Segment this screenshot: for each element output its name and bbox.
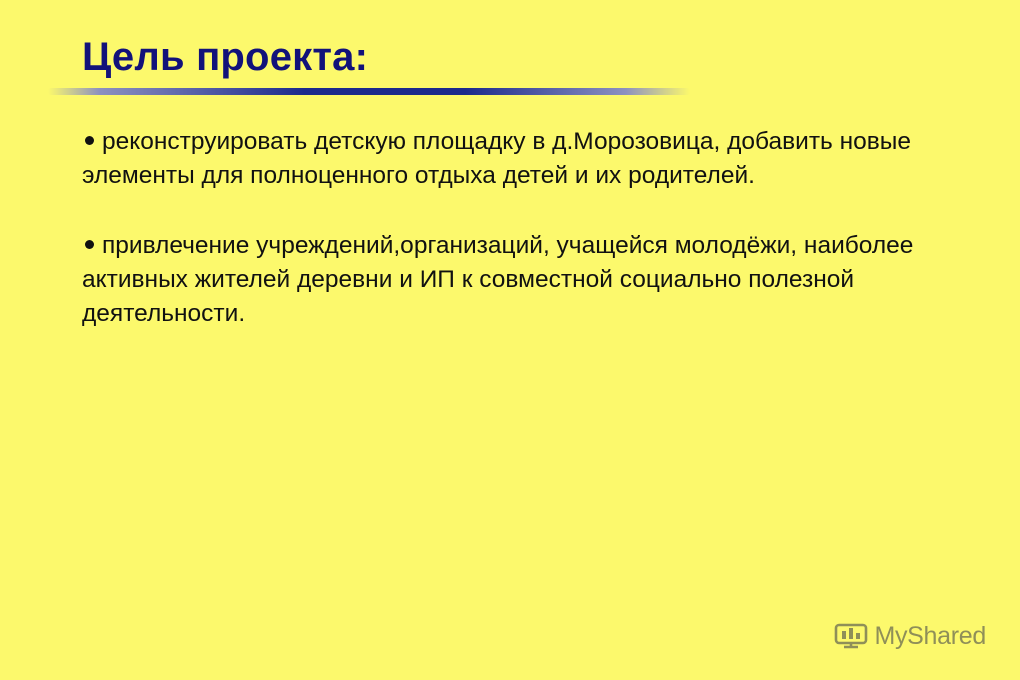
myshared-logo-icon (834, 620, 868, 652)
watermark-text: MyShared (874, 621, 986, 650)
bullet-list (82, 125, 942, 367)
bullet-dot-icon (85, 136, 94, 145)
bullet-item (82, 229, 942, 331)
watermark (834, 620, 986, 652)
bullet-item (82, 125, 942, 193)
bullet-text: реконструировать детскую площадку в д.Морозовица, добавить новые элементы для полноценного отдыха детей и их родителей. (82, 128, 912, 189)
bullet-text: привлечение учреждений,организаций, учащейся молодёжи, наиболее активных жителей деревни и ИП к совместной социально полезной деятельности. (82, 232, 914, 327)
bullet-dot-icon (85, 240, 94, 249)
title-underline (48, 88, 690, 95)
slide-title: Цель проекта: (82, 35, 369, 79)
